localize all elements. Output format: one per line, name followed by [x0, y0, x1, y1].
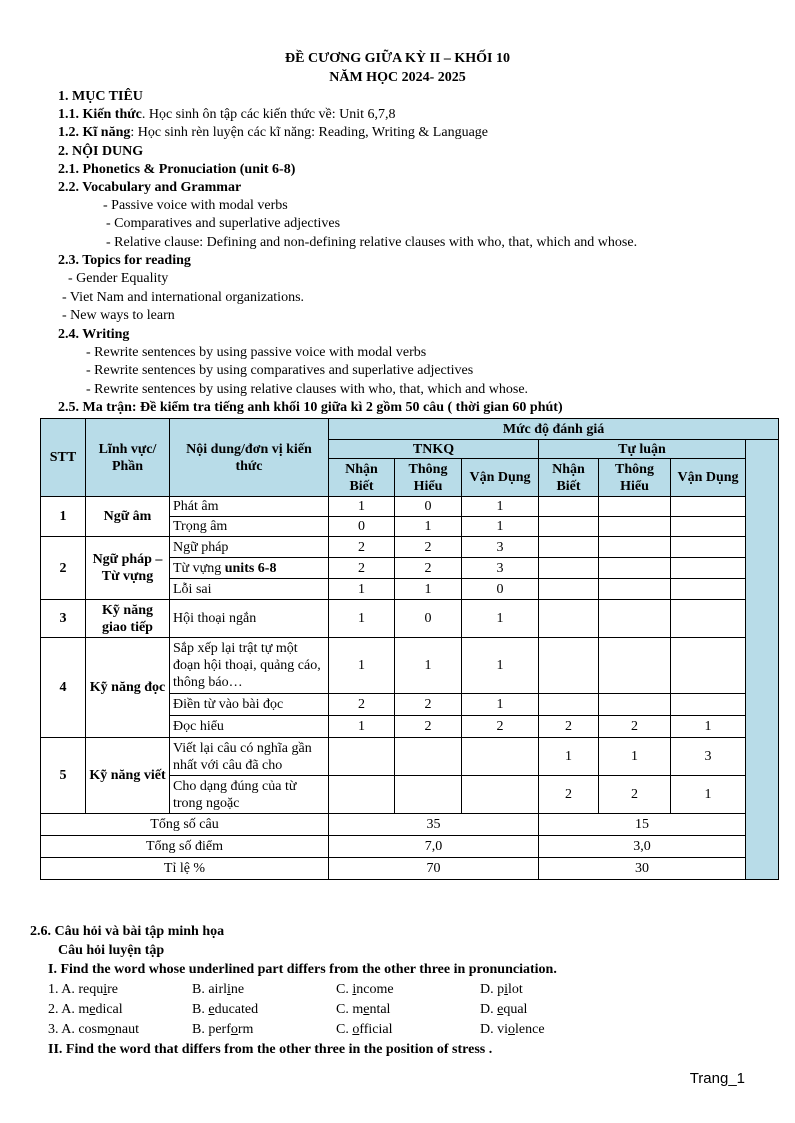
- cell-value: 2: [395, 537, 462, 558]
- writing-heading: 2.4. Writing: [58, 327, 130, 342]
- total-questions-row: [41, 814, 779, 836]
- cell-value: 0: [329, 517, 395, 537]
- header-stt: STT: [41, 419, 86, 497]
- writing-item: - Rewrite sentences by using passive voice with modal verbs: [86, 345, 427, 360]
- table-row: [41, 738, 779, 776]
- cell-value: [329, 776, 395, 814]
- cell-value: 1: [329, 579, 395, 600]
- cell-content: Trọng âm: [170, 517, 329, 537]
- cell-value: 1: [462, 497, 539, 517]
- header-nb: Nhận Biết: [329, 459, 395, 497]
- matrix-heading: 2.5. Ma trận: Đề kiểm tra tiếng anh khối 10 giữa kì 2 gồm 50 câu ( thời gian 60 phút): [58, 400, 563, 415]
- cell-value: [671, 600, 746, 638]
- cell-value: 0: [462, 579, 539, 600]
- header-vd: Vận Dụng: [671, 459, 746, 497]
- topic-item: - Gender Equality: [68, 271, 169, 286]
- cell-value: [539, 537, 599, 558]
- cell-value: [671, 579, 746, 600]
- vocab-heading: 2.2. Vocabulary and Grammar: [58, 180, 242, 195]
- vocab-item: - Relative clause: Defining and non-defining relative clauses with who, that, which and whose.: [106, 235, 638, 250]
- option-a: 2. A. medical: [48, 1002, 123, 1017]
- cell-value: [671, 497, 746, 517]
- total-points-row: [41, 836, 779, 858]
- cell-value: 1: [462, 694, 539, 716]
- option-d: D. pilot: [480, 982, 523, 997]
- assessment-matrix-table: [40, 418, 779, 880]
- ratio-tnkq: 70: [329, 858, 539, 880]
- cell-value: 1: [395, 638, 462, 694]
- cell-value: 1: [671, 776, 746, 814]
- header-th: Thông Hiểu: [599, 459, 671, 497]
- option-c: C. official: [336, 1022, 393, 1037]
- cell-value: 0: [395, 497, 462, 517]
- cell-value: [599, 579, 671, 600]
- skills-line: 1.2. Kĩ năng: Học sinh rèn luyện các kĩ năng: Reading, Writing & Language: [58, 125, 488, 140]
- option-b: B. perform: [192, 1022, 254, 1037]
- cell-value: 2: [395, 558, 462, 579]
- cell-content: Viết lại câu có nghĩa gần nhất với câu đã cho: [170, 738, 329, 776]
- total-points-tuluan: 3,0: [539, 836, 746, 858]
- cell-value: [539, 600, 599, 638]
- cell-value: [671, 517, 746, 537]
- knowledge-line: 1.1. Kiến thức. Học sinh ôn tập các kiến thức về: Unit 6,7,8: [58, 107, 396, 122]
- cell-value: 1: [329, 716, 395, 738]
- cell-content: Ngữ pháp: [170, 537, 329, 558]
- exercise-1-instruction: I. Find the word whose underlined part differs from the other three in pronunciation.: [48, 962, 557, 977]
- section-26-heading: 2.6. Câu hỏi và bài tập minh họa: [30, 924, 225, 939]
- cell-value: 1: [462, 600, 539, 638]
- ratio-tuluan: 30: [539, 858, 746, 880]
- cell-value: 3: [462, 537, 539, 558]
- topic-item: - Viet Nam and international organizations.: [62, 290, 305, 305]
- cell-value: [599, 517, 671, 537]
- ratio-label: Tỉ lệ %: [41, 858, 329, 880]
- cell-field: Kỹ năng đọc: [86, 638, 170, 738]
- option-d: D. equal: [480, 1002, 528, 1017]
- cell-value: 3: [671, 738, 746, 776]
- cell-value: [599, 694, 671, 716]
- cell-field: Ngữ pháp – Từ vựng: [86, 537, 170, 600]
- cell-value: 0: [395, 600, 462, 638]
- cell-value: 1: [599, 738, 671, 776]
- cell-value: 2: [539, 716, 599, 738]
- cell-value: 1: [395, 579, 462, 600]
- cell-content: Từ vựng units 6-8: [170, 558, 329, 579]
- cell-content: Sắp xếp lại trật tự một đoạn hội thoại, quảng cáo, thông báo…: [170, 638, 329, 694]
- total-points-label: Tổng số điểm: [41, 836, 329, 858]
- cell-value: [539, 497, 599, 517]
- option-d: D. violence: [480, 1022, 545, 1037]
- cell-value: [671, 694, 746, 716]
- document-subtitle: NĂM HỌC 2024- 2025: [329, 70, 466, 85]
- cell-value: [671, 638, 746, 694]
- header-content: Nội dung/đơn vị kiến thức: [170, 419, 329, 497]
- cell-value: [671, 558, 746, 579]
- total-questions-tnkq: 35: [329, 814, 539, 836]
- ratio-row: [41, 858, 779, 880]
- exercise-2-instruction: II. Find the word that differs from the other three in the position of stress .: [48, 1042, 493, 1057]
- cell-value: 2: [395, 716, 462, 738]
- cell-value: 1: [395, 517, 462, 537]
- cell-value: [395, 738, 462, 776]
- cell-value: [599, 558, 671, 579]
- cell-value: [539, 517, 599, 537]
- cell-content: Điền từ vào bài đọc: [170, 694, 329, 716]
- option-b: B. airline: [192, 982, 245, 997]
- cell-value: 1: [462, 638, 539, 694]
- cell-value: [539, 579, 599, 600]
- table-row: [41, 497, 779, 517]
- cell-stt: 3: [41, 600, 86, 638]
- cell-value: 2: [329, 558, 395, 579]
- header-field: Lĩnh vực/ Phần: [86, 419, 170, 497]
- cell-value: 2: [539, 776, 599, 814]
- header-vd: Vận Dụng: [462, 459, 539, 497]
- cell-field: Kỹ năng viết: [86, 738, 170, 814]
- side-blank-column: [746, 440, 779, 880]
- cell-stt: 5: [41, 738, 86, 814]
- document-title: ĐỀ CƯƠNG GIỮA KỲ II – KHỐI 10: [285, 51, 510, 66]
- total-questions-label: Tổng số câu: [41, 814, 329, 836]
- cell-content: Đọc hiểu: [170, 716, 329, 738]
- header-nb: Nhận Biết: [539, 459, 599, 497]
- cell-content: Cho dạng đúng của từ trong ngoặc: [170, 776, 329, 814]
- phonetics-heading: 2.1. Phonetics & Pronuciation (unit 6-8): [58, 162, 296, 177]
- cell-field: Ngữ âm: [86, 497, 170, 537]
- cell-value: 2: [462, 716, 539, 738]
- cell-value: [539, 638, 599, 694]
- cell-field: Kỹ năng giao tiếp: [86, 600, 170, 638]
- cell-value: [462, 738, 539, 776]
- cell-value: 2: [329, 694, 395, 716]
- cell-value: [599, 537, 671, 558]
- cell-value: 1: [539, 738, 599, 776]
- header-tnkq: TNKQ: [329, 440, 539, 459]
- cell-value: 2: [329, 537, 395, 558]
- option-a: 1. A. require: [48, 982, 119, 997]
- cell-value: [539, 558, 599, 579]
- cell-content: Hội thoại ngắn: [170, 600, 329, 638]
- cell-value: [395, 776, 462, 814]
- cell-value: [329, 738, 395, 776]
- option-a: 3. A. cosmonaut: [48, 1022, 140, 1037]
- cell-value: [599, 497, 671, 517]
- topic-item: - New ways to learn: [62, 308, 175, 323]
- cell-value: [599, 638, 671, 694]
- section-2-heading: 2. NỘI DUNG: [58, 144, 144, 159]
- option-b: B. educated: [192, 1002, 259, 1017]
- cell-value: 1: [329, 497, 395, 517]
- cell-stt: 1: [41, 497, 86, 537]
- cell-content: Lỗi sai: [170, 579, 329, 600]
- cell-value: [462, 776, 539, 814]
- writing-item: - Rewrite sentences by using relative clauses with who, that, which and whose.: [86, 382, 529, 397]
- option-c: C. income: [336, 982, 394, 997]
- table-row: [41, 537, 779, 558]
- cell-value: 1: [329, 600, 395, 638]
- page-number: Trang_1: [689, 1070, 745, 1087]
- header-tuluan: Tự luận: [539, 440, 746, 459]
- cell-value: 2: [599, 776, 671, 814]
- cell-value: 2: [395, 694, 462, 716]
- cell-stt: 4: [41, 638, 86, 738]
- cell-value: 1: [671, 716, 746, 738]
- cell-value: 1: [329, 638, 395, 694]
- cell-stt: 2: [41, 537, 86, 600]
- option-c: C. mental: [336, 1002, 391, 1017]
- vocab-item: - Comparatives and superlative adjectives: [106, 216, 341, 231]
- cell-content: Phát âm: [170, 497, 329, 517]
- cell-value: 3: [462, 558, 539, 579]
- header-level: Mức độ đánh giá: [329, 419, 779, 440]
- cell-value: [539, 694, 599, 716]
- practice-subheading: Câu hỏi luyện tập: [58, 943, 165, 958]
- cell-value: 2: [599, 716, 671, 738]
- cell-value: 1: [462, 517, 539, 537]
- table-row: [41, 638, 779, 694]
- table-row: [41, 600, 779, 638]
- header-th: Thông Hiểu: [395, 459, 462, 497]
- total-points-tnkq: 7,0: [329, 836, 539, 858]
- topics-heading: 2.3. Topics for reading: [58, 253, 191, 268]
- cell-value: [599, 600, 671, 638]
- writing-item: - Rewrite sentences by using comparatives and superlative adjectives: [86, 363, 474, 378]
- section-1-heading: 1. MỤC TIÊU: [58, 89, 143, 104]
- total-questions-tuluan: 15: [539, 814, 746, 836]
- vocab-item: - Passive voice with modal verbs: [103, 198, 288, 213]
- cell-value: [671, 537, 746, 558]
